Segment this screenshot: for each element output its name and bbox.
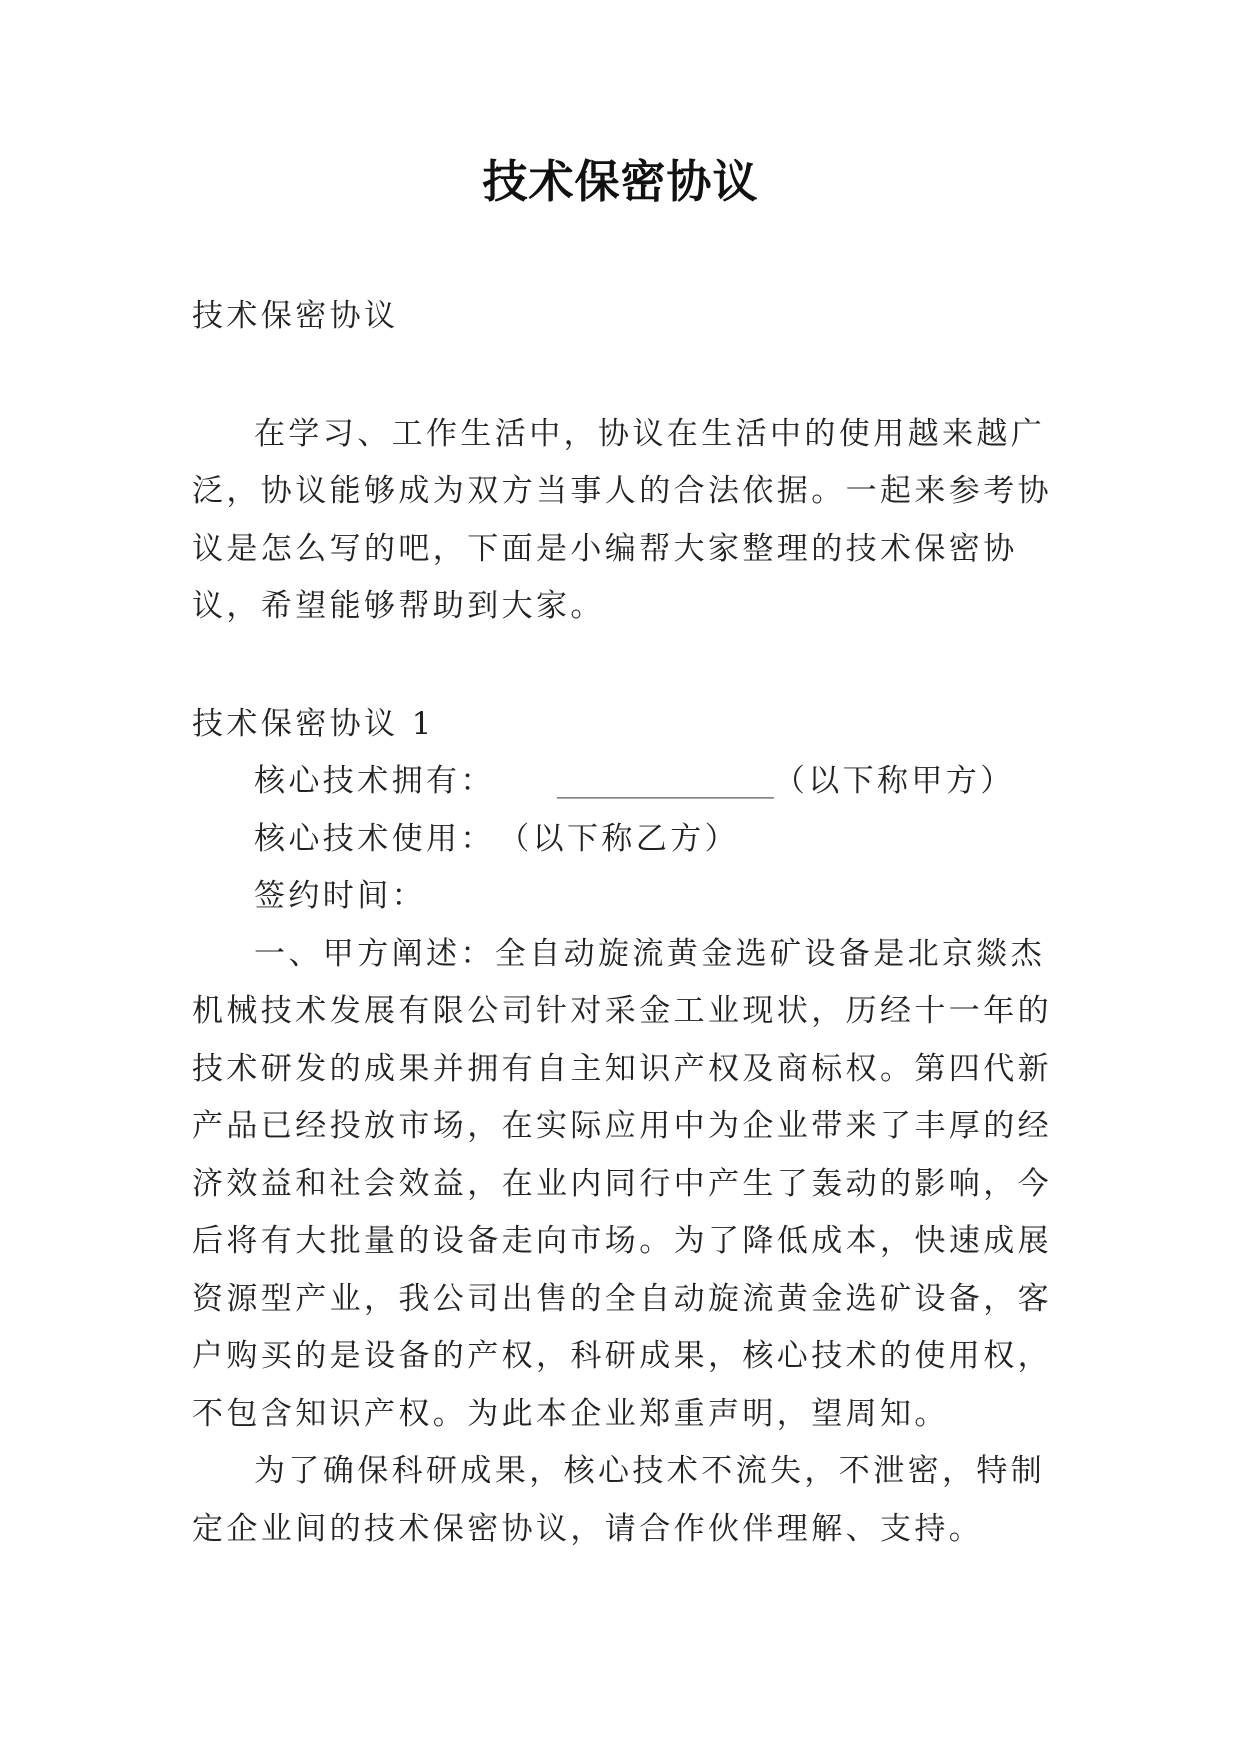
paragraph-spacer (192, 346, 1062, 406)
owner-label: 核心技术拥有： (254, 763, 495, 799)
clause-two-paragraph: 为了确保科研成果，核心技术不流失，不泄密，特制定企业间的技术保密协议，请合作伙伴理解、支持。 (192, 1453, 1046, 1547)
paragraph-spacer (192, 636, 1062, 696)
user-label: 核心技术使用： (254, 820, 480, 857)
document-body (192, 288, 1062, 1558)
owner-blank: ______________ (556, 763, 774, 799)
intro-paragraph: 在学习、工作生活中，协议在生活中的使用越来越广泛，协议能够成为双方当事人的合法依据。一起来参考协议是怎么写的吧，下面是小编帮大家整理的技术保密协议，希望能够帮助到大家。 (192, 415, 1052, 624)
owner-line (192, 753, 1062, 811)
user-suffix: （以下称乙方） (513, 820, 740, 857)
sign-time-line: 签约时间： (254, 878, 426, 914)
owner-suffix: （以下称甲方） (773, 763, 1015, 799)
section-heading: 技术保密协议 1 (192, 705, 435, 742)
document-title: 技术保密协议 (482, 155, 759, 208)
clause-one-paragraph: 一、甲方阐述：全自动旋流黄金选矿设备是北京燚杰机械技术发展有限公司针对采金工业现状，历经十一年的技术研发的成果并拥有自主知识产权及商标权。第四代新产品已经投放市场，在实际应用中为企业带来了丰厚的经济效益和社会效益，在业内同行中产生了轰动的影响，今后将有大批量的设备走向市场。为了降低成本，快速成展资源型产业，我公司出售的全自动旋流黄金选矿设备，客户购买的是设备的产权，科研成果，核心技术的使用权，不包含知识产权。为此本企业郑重声明，望周知。 (192, 935, 1052, 1432)
user-line (192, 811, 1062, 869)
document-subtitle: 技术保密协议 (192, 298, 399, 334)
